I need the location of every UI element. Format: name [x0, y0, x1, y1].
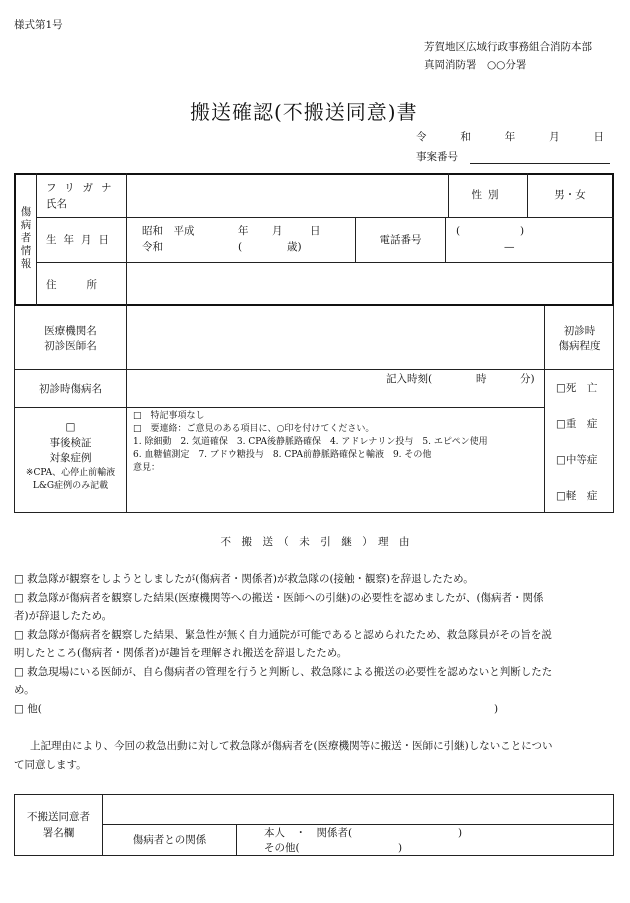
phone-open: (	[456, 225, 461, 237]
reason-3-continued: 明したところ(傷病者・関係者)が趣旨を理解され搬送を辞退したため。	[14, 647, 348, 659]
sex-label: 性別	[471, 189, 505, 201]
severity-mild-checkbox[interactable]: □軽 症	[556, 490, 598, 502]
phone-close: )	[520, 225, 525, 237]
case-number-label: 事案番号	[416, 151, 458, 163]
furigana-label: フリガナ	[46, 182, 120, 194]
date-year: 年	[504, 131, 516, 143]
phone-field[interactable]	[446, 218, 612, 261]
form-number: 様式第1号	[14, 19, 63, 31]
relation-close-1: )	[458, 827, 463, 839]
relation-option-self-related[interactable]: 本人 ・ 関係者(	[264, 827, 353, 839]
dob-era-reiwa[interactable]: 令和	[142, 241, 163, 253]
reasons-heading: 不 搬 送 （ 未 引 継 ） 理 由	[220, 536, 410, 548]
dob-label: 生年月日	[46, 234, 116, 246]
institution-label: 医療機関名	[44, 325, 97, 337]
date-row	[416, 130, 604, 144]
relation-close-2: )	[398, 842, 403, 854]
review-note-2: L&G症例のみ記載	[32, 481, 109, 491]
entry-hour: 時	[476, 373, 487, 385]
reason-2-continued: 者)が辞退したため。	[14, 610, 113, 622]
name-field[interactable]	[127, 174, 447, 216]
review-items-line-1[interactable]: 1. 除細動 2. 気道確保 3. CPA後静脈路確保 4. アドレナリン投与 5. エピペン使用	[133, 437, 488, 447]
phone-dash: —	[504, 241, 515, 253]
opinion-label: 意見：	[133, 463, 161, 473]
relation-label: 傷病者との関係	[132, 834, 207, 846]
review-note-1: ※CPA、心停止前輸液	[25, 468, 116, 478]
sex-field[interactable]: 男・女	[554, 189, 586, 201]
date-era-1: 令	[416, 131, 427, 143]
name-label: 氏名	[46, 198, 67, 210]
signature-label-1: 不搬送同意者	[27, 811, 90, 823]
address-field[interactable]	[127, 263, 612, 304]
severity-severe-checkbox[interactable]: □重 症	[556, 418, 598, 430]
patient-section-label: 傷 病 者 情 報	[20, 206, 32, 270]
phone-label: 電話番号	[379, 234, 422, 246]
entry-time-label: 記入時刻(	[386, 373, 433, 385]
organization-name: 芳賀地区広域行政事務組合消防本部	[424, 41, 592, 53]
severity-moderate-checkbox[interactable]: □中等症	[556, 454, 598, 466]
reason-other-checkbox[interactable]: □ 他(	[14, 703, 42, 715]
age-close: 歳)	[287, 241, 302, 253]
review-items-line-2[interactable]: 6. 血糖値測定 7. ブドウ糖投与 8. CPA前静脈路確保と輸液 9. その他	[133, 450, 432, 460]
consent-line-2: て同意します。	[14, 759, 87, 771]
dob-month: 月	[272, 225, 283, 237]
review-label-1: 事後検証	[49, 437, 92, 449]
contact-needed-checkbox[interactable]: □ 要連絡：ご意見のある項目に、○印を付けてください。	[133, 424, 375, 434]
reason-1-checkbox[interactable]: □ 救急隊が観察をしようとしましたが(傷病者・関係者)が救急隊の(接触・観察)を辞退したため。	[14, 573, 474, 585]
review-label-2: 対象症例	[49, 452, 92, 464]
review-checkbox[interactable]: □	[65, 421, 76, 433]
age-open: (	[238, 241, 243, 253]
initial-diagnosis-label: 初診時傷病名	[39, 383, 102, 395]
relation-option-other[interactable]: その他(	[264, 842, 300, 854]
page-title: 搬送確認(不搬送同意)書	[190, 100, 418, 124]
date-month: 月	[549, 131, 560, 143]
severity-death-checkbox[interactable]: □死 亡	[556, 382, 598, 394]
reason-4-continued: め。	[14, 684, 35, 696]
entry-minute: 分)	[520, 373, 535, 385]
severity-header-2: 傷病程度	[558, 340, 601, 352]
signature-field[interactable]	[103, 795, 613, 823]
reason-3-checkbox[interactable]: □ 救急隊が傷病者を観察した結果、緊急性が無く自力通院が可能であると認められたため、救急隊員がその旨を説	[14, 629, 552, 641]
station-name: 真岡消防署 ○○分署	[424, 59, 527, 71]
special-none-checkbox[interactable]: □ 特記事項なし	[133, 411, 205, 421]
case-number-field[interactable]	[470, 163, 610, 164]
reason-other-close: )	[494, 703, 499, 715]
date-day: 日	[593, 131, 604, 143]
date-era-2: 和	[460, 131, 471, 143]
address-label: 住所	[46, 279, 127, 291]
institution-doctor-field[interactable]	[127, 307, 543, 368]
dob-year: 年	[238, 225, 249, 237]
reason-2-checkbox[interactable]: □ 救急隊が傷病者を観察した結果(医療機関等への搬送・医師への引継)の必要性を認めましたが、(傷病者・関係	[14, 592, 544, 604]
reason-4-checkbox[interactable]: □ 救急現場にいる医師が、自ら傷病者の管理を行うと判断し、救急隊による搬送の必要性を認めないと判断したた	[14, 666, 553, 678]
dob-era-options[interactable]: 昭和 平成	[142, 225, 195, 237]
opinion-field[interactable]	[127, 475, 543, 512]
consent-line-1: 上記理由により、今回の救急出動に対して救急隊が傷病者を(医療機関等に搬送・医師に引継)しないことについ	[30, 740, 553, 752]
severity-header-1: 初診時	[563, 325, 596, 337]
doctor-label: 初診医師名	[44, 340, 97, 352]
dob-day: 日	[310, 225, 321, 237]
signature-label-2: 署名欄	[42, 827, 75, 839]
